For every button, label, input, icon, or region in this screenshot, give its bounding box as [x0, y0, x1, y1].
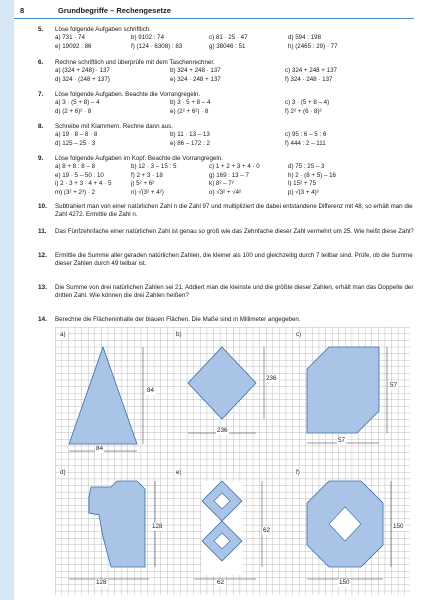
- dimension-label: 84: [147, 387, 155, 394]
- page-header: [0, 0, 425, 20]
- task: c) 324 + 248 + 137: [285, 67, 337, 75]
- task: j) 5² + 6²: [131, 180, 155, 188]
- exercise-text: Löse folgende Aufgaben schriftlich.: [55, 26, 151, 33]
- dimension-label: 236: [217, 427, 228, 434]
- task: f) (124 · 6308) : 83: [131, 42, 183, 50]
- dimension-label: 57: [390, 382, 398, 389]
- task: e) 19092 : 86: [55, 42, 92, 50]
- dimension-label: 128: [152, 523, 163, 530]
- task: i) 2 · 3 + 3 · 4 + 4 · 5: [55, 180, 112, 188]
- task: h) (2465 : 29) · 77: [288, 42, 338, 50]
- task: d) (2 + 6)² · 8: [55, 107, 92, 115]
- exercise-text: Rechne schriftlich und überprüfe mit dem Taschenrechner.: [55, 59, 215, 66]
- exercise-10: [38, 203, 418, 219]
- task: c) 1 + 2 + 3 + 4 · 0: [209, 163, 260, 171]
- task: b) 324 + 248 · 137: [170, 67, 221, 75]
- task-row: [55, 131, 418, 140]
- exercise-number: 7.: [38, 91, 44, 98]
- dimension-label: 150: [339, 579, 350, 586]
- exercise-14: [38, 316, 418, 324]
- dimension-label: 62: [217, 579, 225, 586]
- task-row: [55, 75, 418, 84]
- figure-label: a): [60, 331, 66, 338]
- task: c) 3 · (5 + 8 – 4): [285, 99, 330, 107]
- exercise-text: Das Fünfzehnfache einer natürlichen Zahl ist genau so groß wie das Zehnfache dieser Zahl vermehrt um 25. Wie heißt diese Zahl?: [55, 228, 414, 235]
- exercise-text: Die Summe von drei natürlichen Zahlen sei 21. Addiert man die kleinste und die größte dieser Zahlen, erhält man das Doppelte der dritten Zahl. Wie können die drei Zahlen heißen?: [55, 284, 414, 299]
- task: f) 2 + 3 · 18: [131, 171, 163, 179]
- task: a) 8 + 8 : 8 – 8: [55, 163, 96, 171]
- task: e) 324 · 248 + 137: [170, 75, 221, 83]
- task: d) 594 : 198: [288, 34, 322, 42]
- task: a) 19 · 8 – 8 · 8: [55, 131, 98, 139]
- exercise-text: Berechne die Flächeninhalte der blauen Flächen. Die Maße sind in Millimeter angegeben.: [55, 316, 301, 323]
- task: e) 19 · 5 – 50 : 10: [55, 171, 104, 179]
- exercise-number: 9.: [38, 155, 44, 162]
- exercise-12: [38, 252, 418, 268]
- task: m) (3² + 2³) · 2: [55, 188, 96, 196]
- task: c) 95 : 6 – 5 : 6: [285, 131, 327, 139]
- exercise-8: [38, 123, 418, 148]
- task-row: [55, 171, 418, 180]
- task-row: [55, 189, 418, 198]
- task: d) 75 : 25 – 3: [288, 163, 325, 171]
- exercise-number: 14.: [38, 316, 47, 323]
- dimension-label: 236: [266, 375, 277, 382]
- task: f) 324 · 248 · 137: [285, 75, 333, 83]
- exercise-number: 10.: [38, 203, 47, 210]
- task: d) 324 · (248 + 137): [55, 75, 110, 83]
- exercise-number: 12.: [38, 252, 47, 259]
- figure-a: [61, 333, 171, 458]
- dimension-label: 150: [393, 523, 404, 530]
- figure-e: [180, 467, 290, 592]
- task-row: [55, 34, 418, 43]
- task: g) 169 : 13 – 7: [209, 171, 249, 179]
- task-row: [55, 99, 418, 108]
- task-row: [55, 107, 418, 116]
- exercise-7: [38, 91, 418, 116]
- figure-label: e): [176, 469, 182, 476]
- page-title: Grundbegriffe – Rechengesetze: [58, 6, 171, 15]
- exercise-number: 13.: [38, 284, 47, 291]
- task: k) 8² – 7²: [209, 180, 234, 188]
- exercise-text: Subtrahiert man von einer natürlichen Zahl n die Zahl 97 und multipliziert die dabei entstandene Differenz mit 48, so erhält man die Zahl 4272. Ermittle die Zahl n.: [55, 203, 413, 218]
- figure-label: c): [296, 331, 302, 338]
- task-row: [55, 163, 418, 172]
- task: f) 2² + (6 · 8)²: [285, 107, 322, 115]
- figure-label: f): [296, 469, 300, 476]
- task: f) 444 : 2 – 111: [285, 139, 326, 147]
- task-row: [55, 139, 418, 148]
- exercise-5: [38, 26, 418, 51]
- dimension-label: 84: [96, 445, 104, 452]
- task-row: [55, 42, 418, 51]
- figure-grid: [55, 327, 410, 595]
- task: b) 3 · 5 + 8 – 4: [170, 99, 211, 107]
- task: h) 2 · (8 + 5) – 16: [288, 171, 336, 179]
- task: e) (2² + 6²) · 8: [170, 107, 209, 115]
- figure-label: d): [60, 469, 66, 476]
- page-number: 8: [20, 6, 25, 15]
- dimension-label: 128: [96, 579, 107, 586]
- exercise-text: Löse folgende Aufgaben im Kopf. Beachte die Vorrangregeln.: [55, 155, 223, 162]
- task: g) 38046 : 51: [209, 42, 246, 50]
- task: p) √(3 + 4)²: [288, 188, 319, 196]
- exercise-11: [38, 228, 418, 236]
- exercise-number: 11.: [38, 228, 47, 235]
- dimension-label: 62: [263, 527, 271, 534]
- task: b) 12 · 3 – 15 : 5: [131, 163, 177, 171]
- dimension-label: 57: [338, 437, 346, 444]
- task: c) 81 · 25 · 47: [209, 34, 248, 42]
- exercise-text: Schreibe mit Klammern. Rechne dann aus.: [55, 123, 173, 130]
- task-row: [55, 180, 418, 189]
- task: a) 3 · (5 + 8) – 4: [55, 99, 100, 107]
- task: a) (324 + 248) · 137: [55, 67, 110, 75]
- task: n) √(3² + 4²): [131, 188, 164, 196]
- page-side-tab: [0, 0, 14, 600]
- header-rule: [14, 18, 414, 19]
- exercise-9: [38, 155, 418, 197]
- task: a) 731 · 74: [55, 34, 85, 42]
- figure-b: [180, 333, 290, 458]
- task: o) √3² + √4²: [209, 188, 242, 196]
- task-row: [55, 67, 418, 76]
- task: b) 11 · 13 – 13: [170, 131, 210, 139]
- exercise-number: 6.: [38, 59, 44, 66]
- exercise-number: 5.: [38, 26, 44, 33]
- exercise-text: Löse folgende Aufgaben. Beachte die Vorrangregeln.: [55, 91, 201, 98]
- exercise-6: [38, 59, 418, 84]
- task: l) 15² + 75: [288, 180, 317, 188]
- task: e) 86 – 172 : 2: [170, 139, 210, 147]
- exercise-13: [38, 284, 418, 300]
- figure-c: [299, 333, 409, 458]
- exercise-text: Ermittle die Summe aller geraden natürlichen Zahlen, die kleiner als 100 und gleichzeitig durch 7 teilbar sind. Prüfe, ob die Summe dieser Zahlen durch 49 teilbar ist.: [55, 252, 413, 267]
- task: b) 9102 : 74: [131, 34, 165, 42]
- figure-label: b): [176, 331, 182, 338]
- exercise-number: 8.: [38, 123, 44, 130]
- task: d) 125 – 25 · 3: [55, 139, 96, 147]
